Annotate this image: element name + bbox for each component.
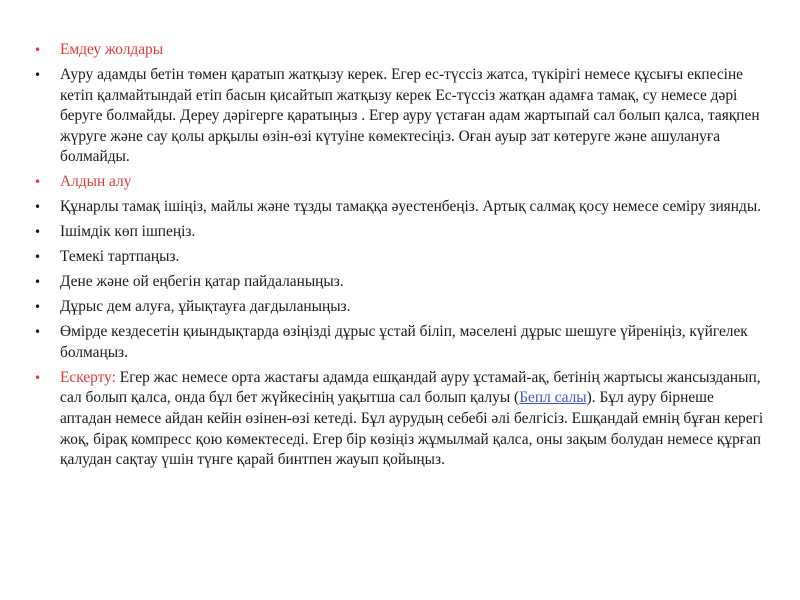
- bullet-icon: •: [34, 275, 42, 290]
- bell-palsy-link[interactable]: Бепл салы: [519, 389, 587, 407]
- bullet-work: [34, 272, 764, 293]
- bullet-icon: •: [34, 225, 42, 240]
- bullet-icon: •: [34, 67, 42, 82]
- bullet-alcohol: [34, 222, 764, 243]
- alcohol-text: Ішімдік көп ішпеңіз.: [60, 223, 196, 241]
- nutrition-text: Құнарлы тамақ ішіңіз, майлы және тұзды тамаққа әуестенбеңіз. Артық салмақ қосу немесе семіру зиянды.: [60, 198, 762, 216]
- treatment-heading: Емдеу жолдары: [60, 41, 164, 58]
- bullet-treatment-heading: [34, 40, 764, 61]
- prevention-heading: Алдын алу: [60, 173, 132, 191]
- note-text-before-link: Егер жас немесе орта жастағы адамда ешқандай ауру ұстамай-ақ, бетінің жартысы жансызданып, сал болып қалса, онда бұл бет жүйкесінің уақытша сал болып қалуы (: [60, 368, 761, 407]
- bullet-stress: [34, 322, 764, 363]
- note-text-after-link: ). Бұл ауру бірнеше аптадан немесе айдан кейін өзінен-өзі кетеді. Бұл аурудың себебі әлі белгісіз. Ешқандай емнің бұған керегі жоқ, бірақ компресс қою көмектеседі. Егер бір көзіңіз жұмылмай қалса, оны зақым болудан немесе құрғап қалудан сақтау үшін түнге қарай бинтпен жауып қойыңыз.: [60, 389, 764, 469]
- bullet-smoking: [34, 247, 764, 268]
- bullet-icon: •: [34, 250, 42, 265]
- bullet-rest: [34, 297, 764, 318]
- bullet-icon: •: [34, 200, 42, 215]
- bullet-list: [34, 40, 764, 475]
- bullet-note: [34, 368, 764, 471]
- bullet-icon: •: [34, 325, 42, 340]
- smoking-text: Темекі тартпаңыз.: [60, 248, 180, 266]
- treatment-text: Ауру адамды бетін төмен қаратып жатқызу керек. Егер ес-түссіз жатса, түкірігі немесе құсығы екпесіне кетіп қалмайтындай етіп басын қисайтып жатқызу керек Ес-түссіз жатқан адамға тамақ, су немесе дәрі беруге болмайды. Дереу дәрігерге қаратыңыз . Егер ауру үстаған адам жартыпай сал болып қалса, таяқпен жүруге және сау қолы арқылы өзін-өзі күтуіне көмектесіңіз. Оған ауыр зат көтеруге және ашулануға болмайды.: [60, 65, 760, 166]
- work-text: Дене және ой еңбегін қатар пайдаланыңыз.: [60, 273, 344, 291]
- rest-text: Дұрыс дем алуға, ұйықтауға дағдыланыңыз.: [60, 298, 351, 316]
- note-label: Ескерту:: [60, 368, 116, 386]
- bullet-prevention-heading: [34, 172, 764, 193]
- bullet-treatment-text: [34, 65, 764, 168]
- bullet-icon: •: [34, 43, 42, 57]
- bullet-nutrition: [34, 197, 764, 218]
- bullet-icon: •: [34, 300, 42, 315]
- bullet-icon: •: [34, 370, 42, 385]
- stress-text: Өмірде кездесетін қиындықтарда өзіңізді дұрыс ұстай біліп, мәселені дұрыс шешуге үйреніңіз, күйгелек болмаңыз.: [60, 323, 748, 361]
- bullet-icon: •: [34, 175, 42, 190]
